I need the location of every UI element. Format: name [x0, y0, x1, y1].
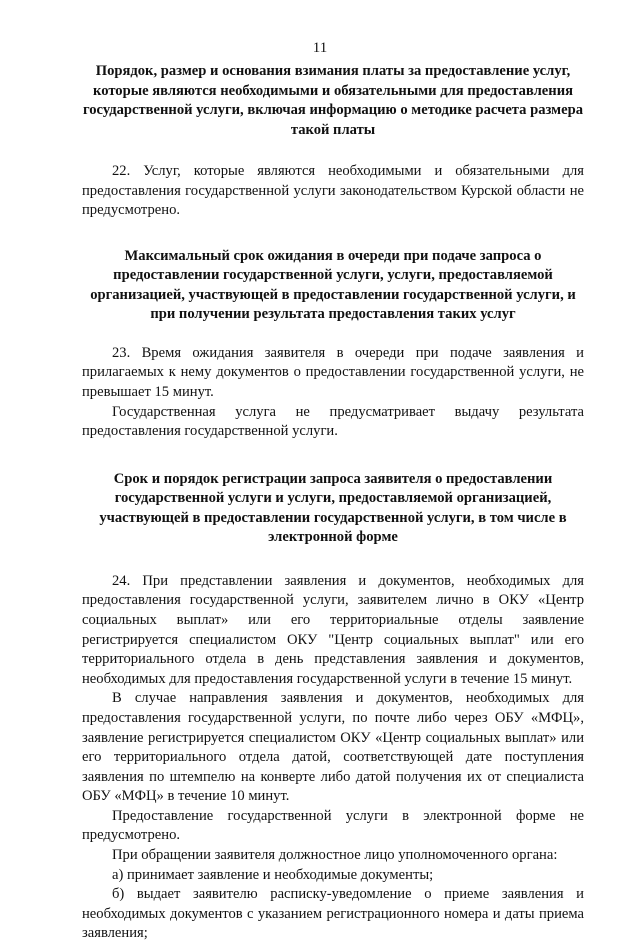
section-heading-registration: Срок и порядок регистрации запроса заявителя о предоставлении государственной услуги и услуги, предоставляемой организацией, участвующей в предоставлении государственной услуги, в том числе в электронной форме [99, 470, 567, 546]
paragraph-24-mail: В случае направления заявления и документов, необходимых для предоставления государственной услуги, по почте либо через ОБУ «МФЦ», заявление регистрируется специалистом ОКУ «Центр социальных выплат» или его территориального отдела датой, соответствующей дате поступления заявления по штемпелю на конверте либо датой получения их от специалиста ОБУ «МФЦ» в течение 10 минут. [82, 690, 584, 805]
paragraph-22: 22. Услуг, которые являются необходимыми и обязательными для предоставления государственной услуги законодательством Курской области не предусмотрено. [82, 163, 584, 219]
list-item-b: б) выдает заявителю расписку-уведомление о приеме заявления и необходимых документов с указанием регистрационного номера и даты приема заявления; [82, 886, 584, 942]
list-item-a: а) принимает заявление и необходимые документы; [112, 866, 434, 883]
paragraph-24: 24. При представлении заявления и документов, необходимых для предоставления государственной услуги, заявителем лично в ОКУ «Центр социальных выплат» или его территориальные отделы заявление регистрируется специалистом ОКУ "Центр социальных выплат" или его территориального отдела в день представления заявления и документов, необходимых для предоставления государственной услуги в течение 15 минут. [82, 572, 584, 687]
document-body [82, 62, 584, 944]
page-number: 11 [312, 40, 328, 56]
section-heading-fees: Порядок, размер и основания взимания платы за предоставление услуг, которые являются необходимыми и обязательными для предоставления государственной услуги, включая информацию о методике расчета размера такой платы [82, 63, 584, 138]
paragraph-23: 23. Время ожидания заявителя в очереди при подаче заявления и прилагаемых к нему документов о предоставлении государственной услуги, не превышает 15 минут. [82, 344, 584, 400]
paragraph-24-official: При обращении заявителя должностное лицо уполномоченного органа: [112, 847, 558, 864]
section-heading-queue-time: Максимальный срок ожидания в очереди при подаче запроса о предоставлении государственной услуги, услуги, предоставляемой организацией, участвующей в предоставлении государственной услуги, и при получении результата предоставления таких услуг [90, 247, 576, 323]
paragraph-23-result: Государственная услуга не предусматривает выдачу результата предоставления государственной услуги. [82, 403, 584, 440]
paragraph-24-electronic: Предоставление государственной услуги в электронной форме не предусмотрено. [82, 807, 584, 844]
